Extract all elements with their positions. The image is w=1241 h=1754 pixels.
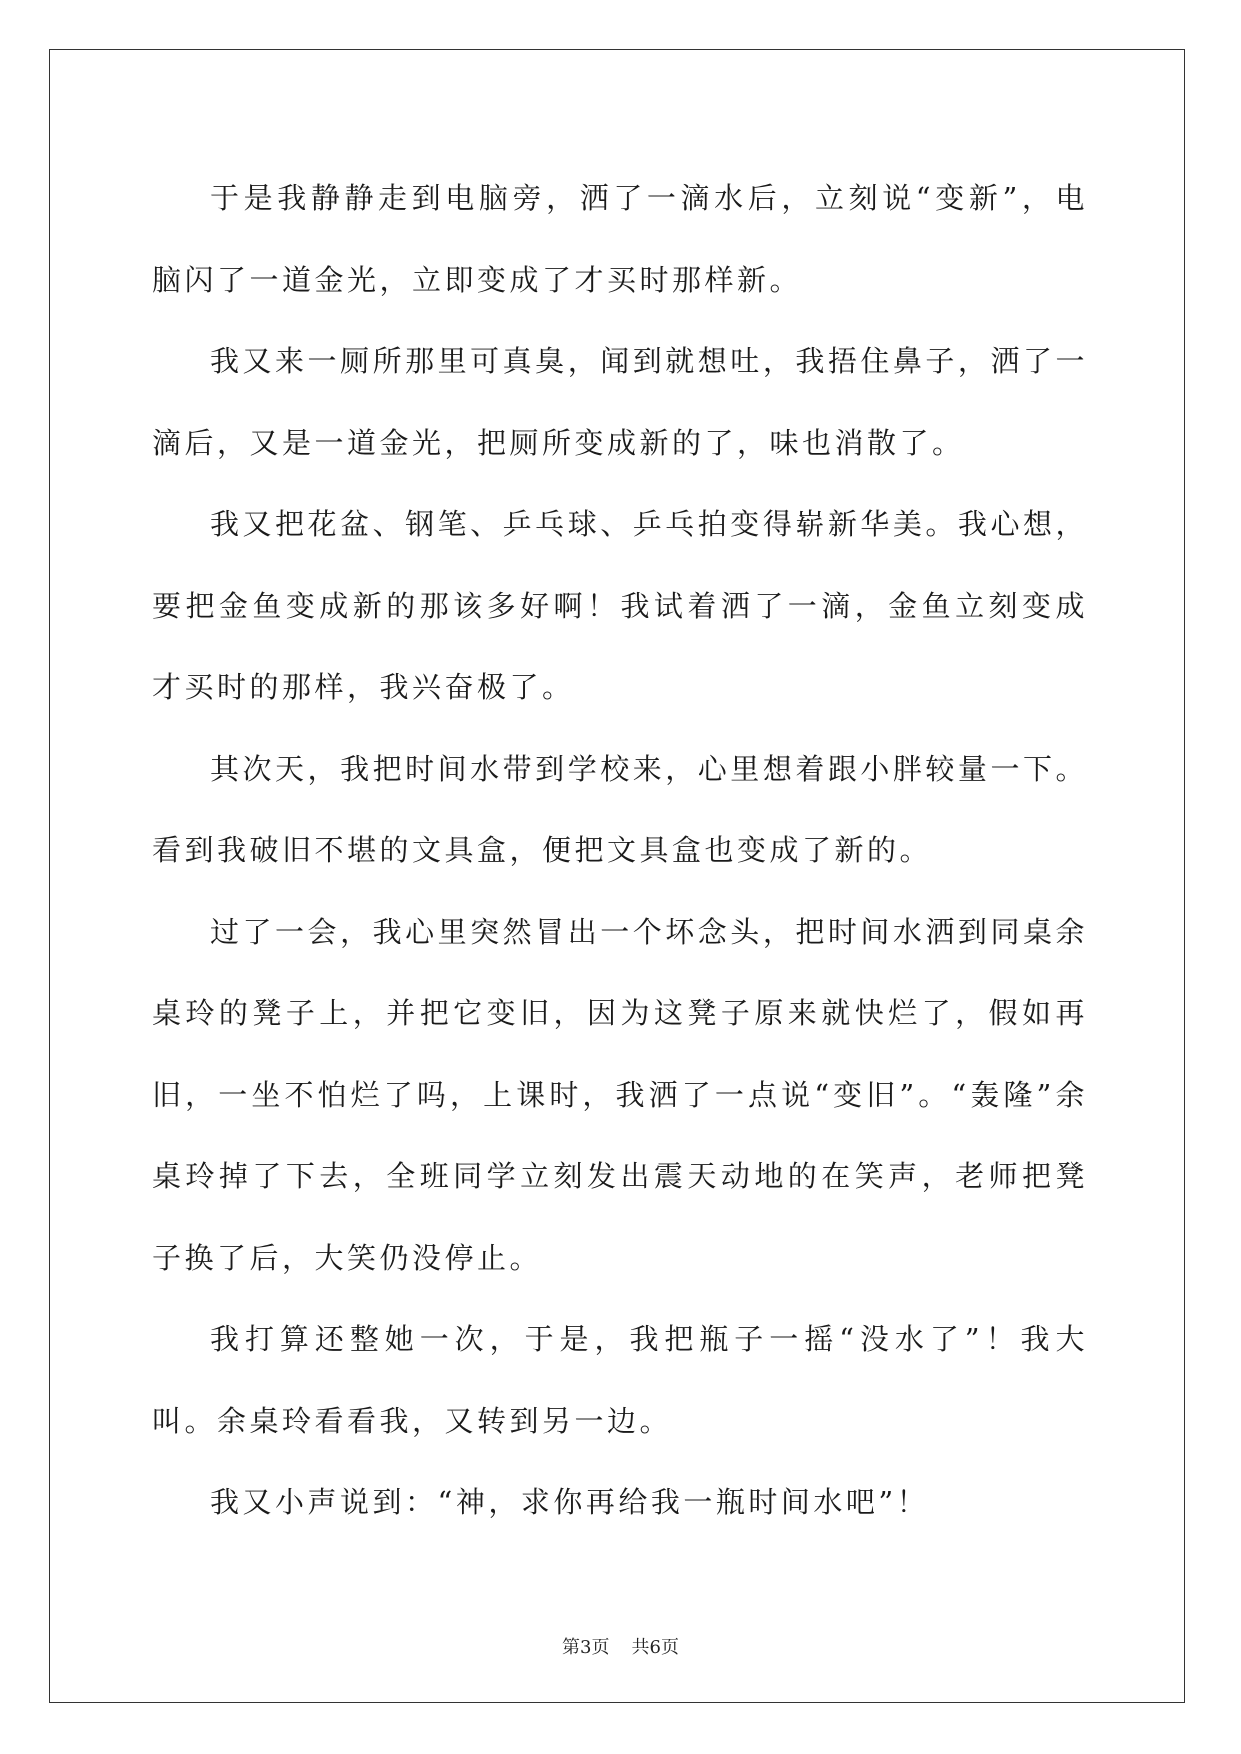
page-number: 第3页: [562, 1637, 610, 1658]
paragraph: 其次天，我把时间水带到学校来，心里想着跟小胖较量一下。看到我破旧不堪的文具盒，便把文具盒也变成了新的。: [152, 751, 1088, 867]
paragraph: 我又来一厕所那里可真臭，闻到就想吐，我捂住鼻子，洒了一滴后，又是一道金光，把厕所变成新的了，味也消散了。: [152, 344, 1088, 460]
paragraph: 我又把花盆、钢笔、乒乓球、乒乓拍变得崭新华美。我心想，要把金鱼变成新的那该多好啊！我试着洒了一滴，金鱼立刻变成才买时的那样，我兴奋极了。: [152, 507, 1088, 704]
page-footer: [0, 1633, 1241, 1659]
paragraph: 我又小声说到：“神，求你再给我一瓶时间水吧”！: [210, 1485, 930, 1519]
paragraph: 于是我静静走到电脑旁，洒了一滴水后，立刻说“变新”，电脑闪了一道金光，立即变成了才买时那样新。: [152, 181, 1088, 297]
paragraph: 我打算还整她一次，于是，我把瓶子一摇“没水了”！我大叫。余桌玲看看我，又转到另一边。: [152, 1322, 1088, 1438]
page-total: 共6页: [631, 1637, 679, 1658]
paragraph: 过了一会，我心里突然冒出一个坏念头，把时间水洒到同桌余桌玲的凳子上，并把它变旧，因为这凳子原来就快烂了，假如再旧，一坐不怕烂了吗，上课时，我洒了一点说“变旧”。“轰隆”余桌玲掉了下去，全班同学立刻发出震天动地的在笑声，老师把凳子换了后，大笑仍没停止。: [152, 914, 1088, 1275]
document-body: [152, 158, 1088, 1544]
